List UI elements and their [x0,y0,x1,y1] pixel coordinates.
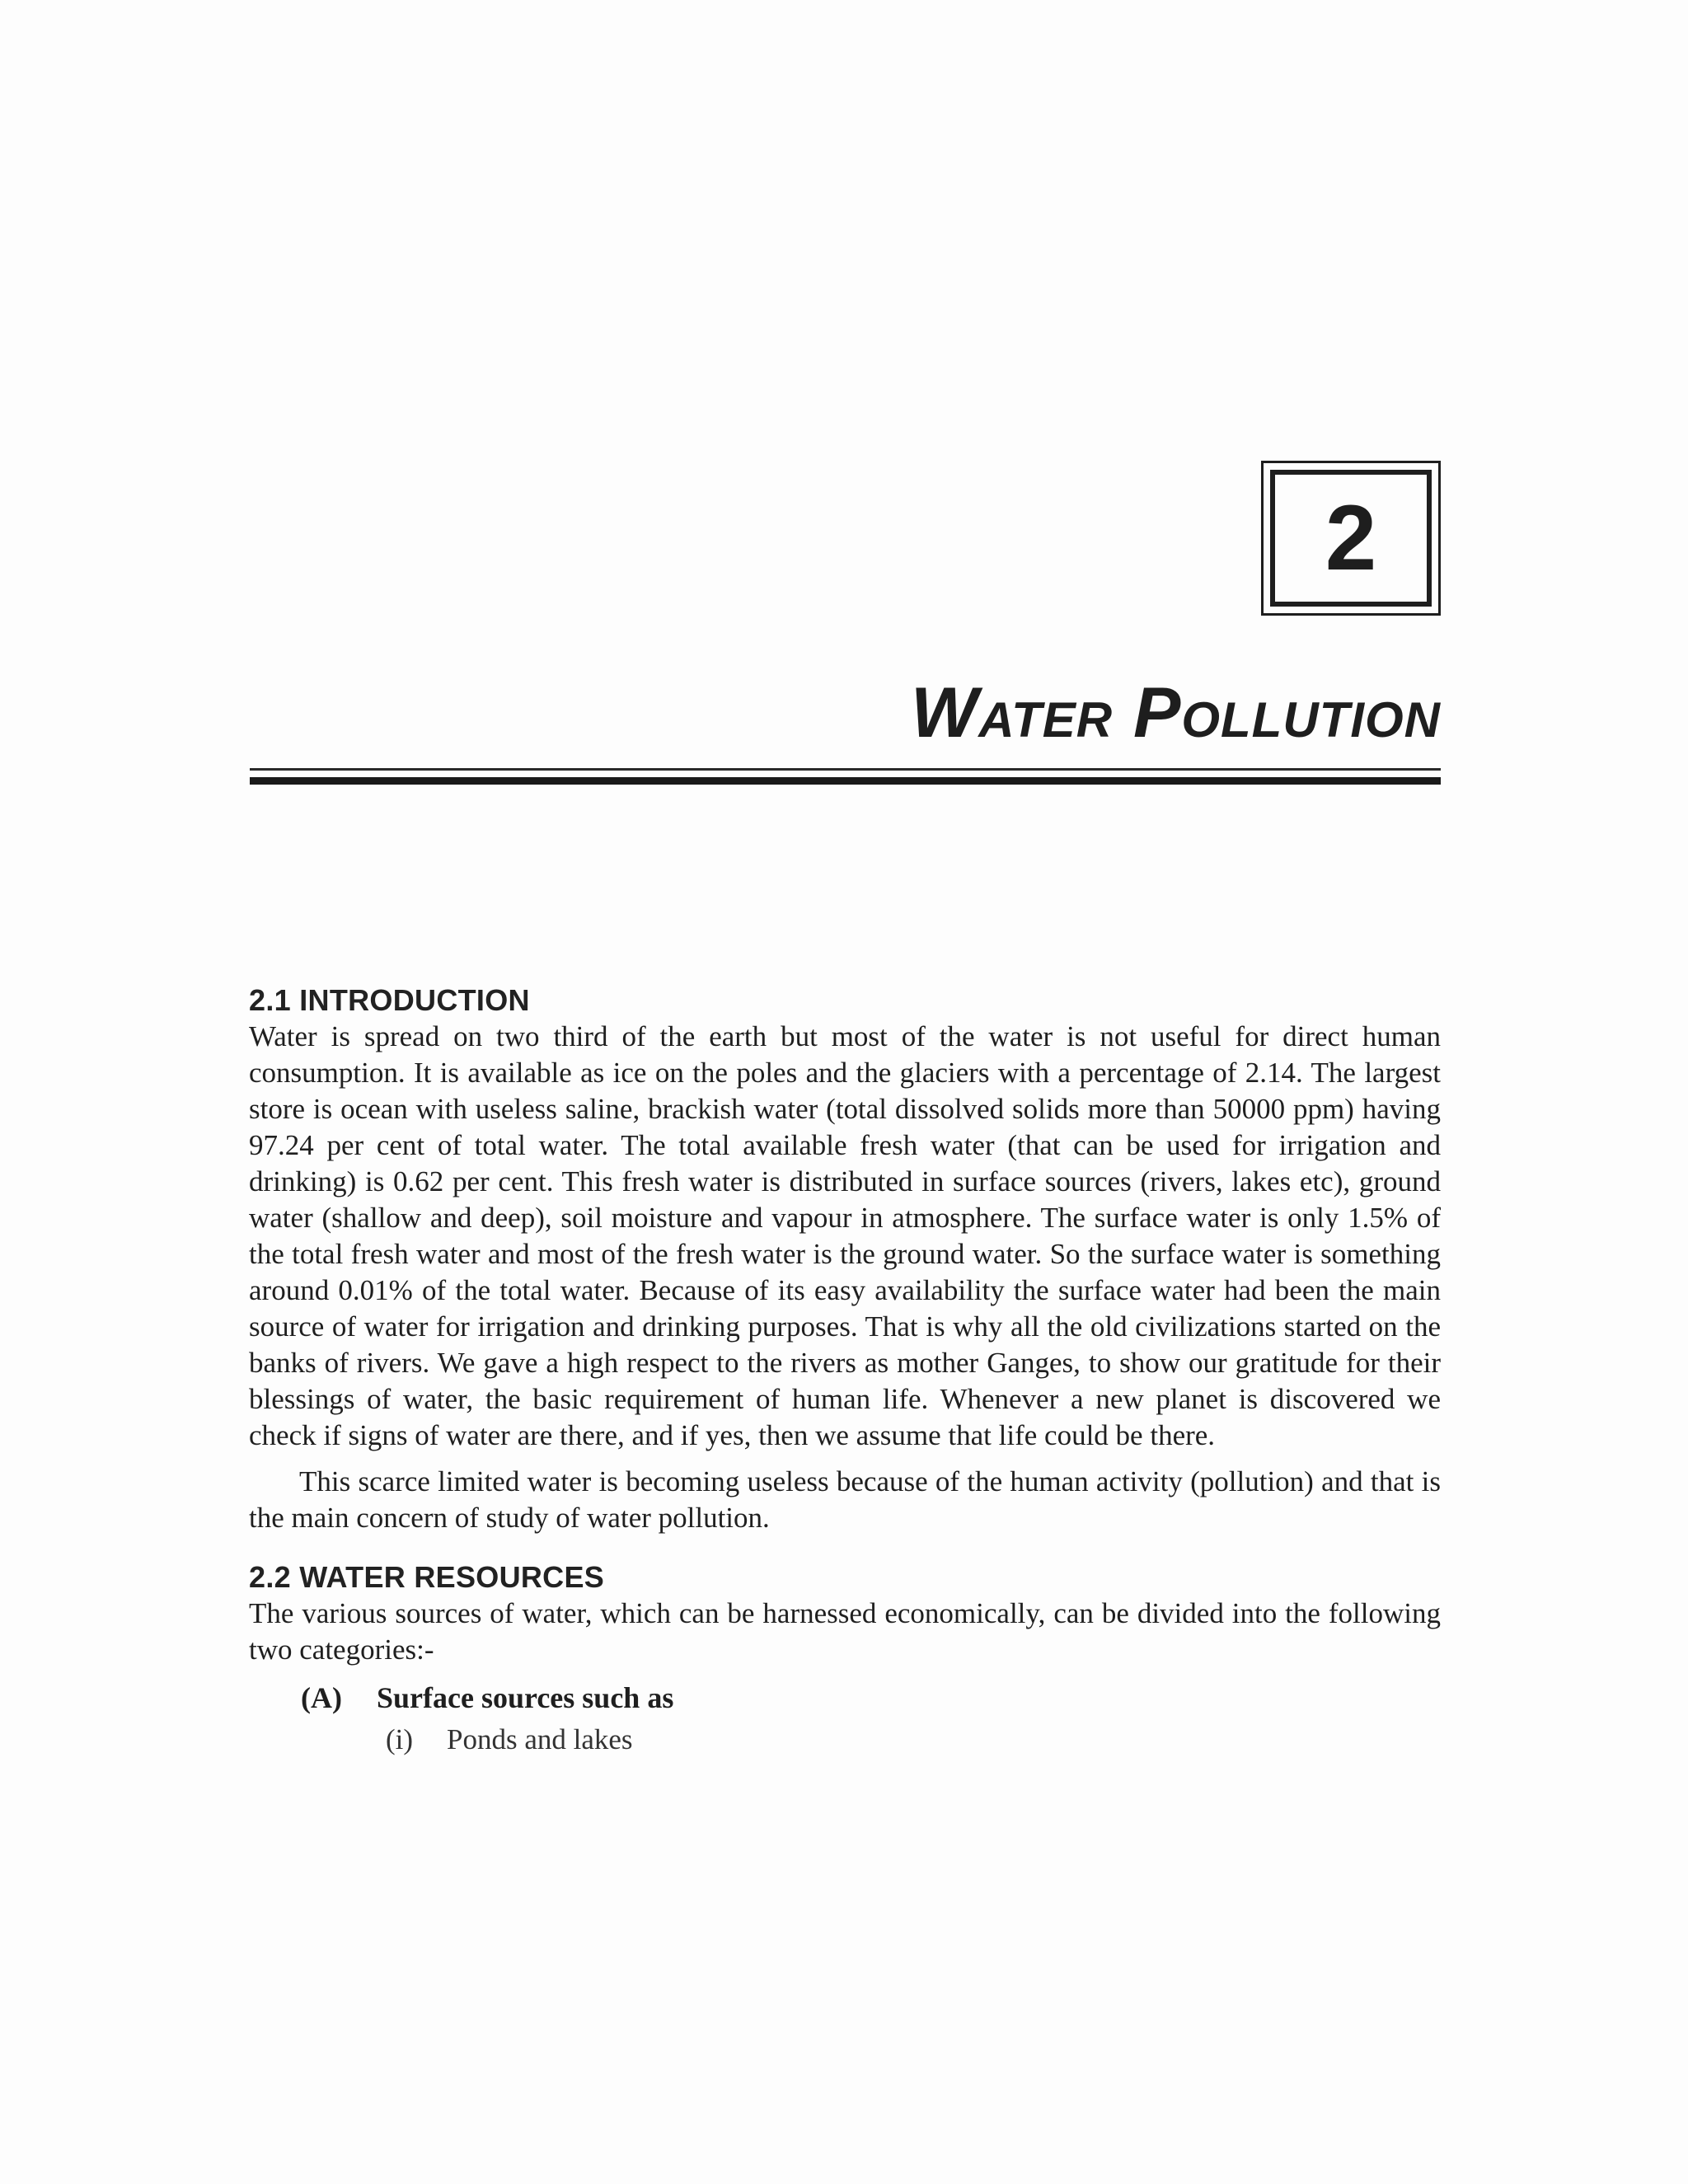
sub-list-item-label: (i) [386,1723,414,1755]
title-rule-thick [250,777,1441,785]
list-item-text: Surface sources such as [377,1681,674,1714]
page-body [249,982,1441,1759]
chapter-number-box-inner [1270,470,1432,607]
chapter-title: Water Pollution [911,673,1441,752]
title-rule-thin [250,768,1441,771]
list-item-label: (A) [301,1681,342,1714]
paragraph-introduction-1: Water is spread on two third of the earth but most of the water is not useful for direct human consumption. It is available as ice on the poles and the glaciers with a percentage of 2.14. The largest store is ocean with useless saline, brackish water (total dissolved solids more than 50000 ppm) having 97.24 per cent of total water. The total available fresh water (that can be used for irrigation and drinking) is 0.62 per cent. This fresh water is distributed in surface sources (rivers, lakes etc), ground water (shallow and deep), soil moisture and vapour in atmosphere. The surface water is only 1.5% of the total fresh water and most of the fresh water is the ground water. So the surface water is something around 0.01% of the total water. Because of its easy availability the surface water had been the main source of water for irrigation and drinking purposes. That is why all the old civilizations started on the banks of rivers. We gave a high respect to the rivers as mother Ganges, to show our gratitude for their blessings of water, the basic requirement of human life. Whenever a new planet is discovered we check if signs of water are there, and if yes, then we assume that life could be there. [249,1020,1441,1451]
section-heading-water-resources: 2.2 WATER RESOURCES [249,1560,605,1594]
paragraph-water-resources-1: The various sources of water, which can be harnessed economically, can be divided into the following two categories:- [249,1597,1441,1666]
sub-list-item-ponds-lakes [249,1721,1441,1759]
list-item-surface-sources [249,1678,1441,1718]
chapter-number: 2 [1325,486,1377,589]
paragraph-introduction-2: This scarce limited water is becoming useless because of the human activity (pollution) and that is the main concern of study of water pollution. [249,1465,1441,1534]
chapter-number-box [1261,461,1441,616]
sub-list-item-text: Ponds and lakes [447,1723,633,1755]
section-heading-introduction: 2.1 INTRODUCTION [249,983,530,1017]
